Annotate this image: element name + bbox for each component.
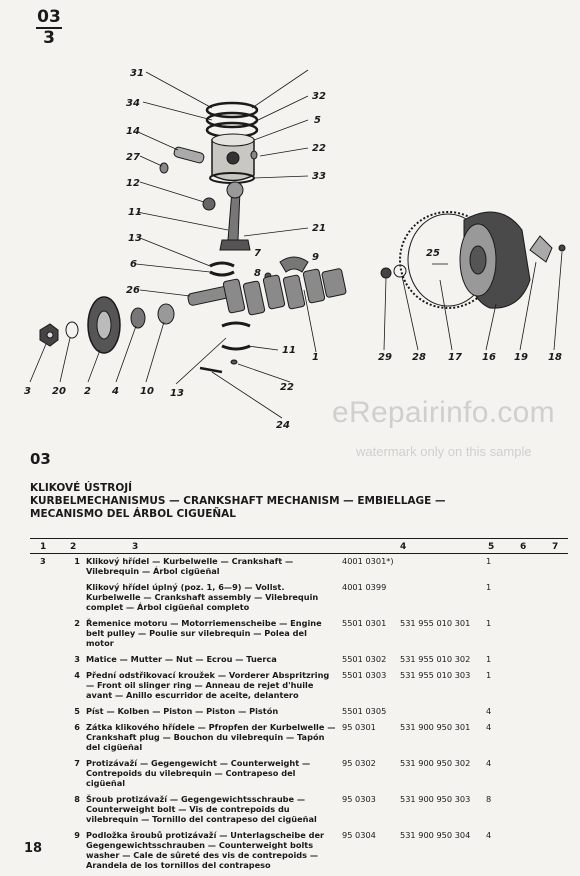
callout-label: 19 <box>514 352 528 363</box>
col-header-6: 6 <box>520 542 527 552</box>
row-quantity: 1 <box>486 654 492 664</box>
callout-label: 7 <box>254 248 261 259</box>
table-row <box>30 794 570 824</box>
table-row <box>30 556 570 576</box>
callout-label: 1 <box>312 352 319 363</box>
row-position: 4 <box>74 670 80 680</box>
row-quantity: 4 <box>486 758 492 768</box>
row-description: Přední odstřikovací kroužek — Vorderer Abspritzring — Front oil slinger ring — Anneau de rejet d'huile avant — Anillo escurridor de aceite, delantero <box>86 670 330 700</box>
title-line-cz: KLIKOVÉ ÚSTROJÍ <box>30 482 133 494</box>
row-description: Matice — Mutter — Nut — Ecrou — Tuerca <box>86 654 277 664</box>
row-part-number: 95 0301 <box>342 722 376 732</box>
row-quantity: 4 <box>486 706 492 716</box>
callout-label: 29 <box>378 352 392 363</box>
watermark-sub: watermark only on this sample <box>356 444 532 459</box>
row-description: Řemenice motoru — Motorriemenscheibe — Engine belt pulley — Poulie sur vilebrequin — Polea del motor <box>86 618 322 648</box>
row-position: 8 <box>74 794 80 804</box>
row-position: 1 <box>74 556 80 566</box>
row-part-number: 4001 0399 <box>342 582 387 592</box>
row-group: 3 <box>40 556 46 566</box>
table-row <box>30 618 570 648</box>
callout-label: 5 <box>314 115 321 126</box>
row-quantity: 8 <box>486 794 492 804</box>
row-alt-number: 531 900 950 304 <box>400 830 471 840</box>
row-description: Klikový hřídel — Kurbelwelle — Crankshaft — Vilebrequin — Árbol cigüeñal <box>86 556 294 576</box>
locking-plate <box>530 236 552 262</box>
callout-label: 12 <box>126 178 140 189</box>
row-part-number: 4001 0301*) <box>342 556 394 566</box>
callout-label: 17 <box>448 352 462 363</box>
row-quantity: 4 <box>486 830 492 840</box>
row-part-number: 95 0302 <box>342 758 376 768</box>
row-part-number: 95 0303 <box>342 794 376 804</box>
parts-table <box>30 556 570 876</box>
page-number: 18 <box>24 841 43 856</box>
callout-label: 32 <box>312 91 326 102</box>
table-row <box>30 582 570 612</box>
row-alt-number: 531 955 010 303 <box>400 670 471 680</box>
row-part-number: 95 0304 <box>342 830 376 840</box>
callout-label: 16 <box>482 352 496 363</box>
row-description: Klikový hřídel úplný (poz. 1, 6—9) — Vollst. Kurbelwelle — Crankshaft assembly — Vilebrequin complet — Árbol cigüeñal completo <box>86 582 319 612</box>
callout-label: 3 <box>24 386 31 397</box>
row-position: 5 <box>74 706 80 716</box>
row-position: 3 <box>74 654 80 664</box>
row-position: 6 <box>74 722 80 732</box>
callout-label: 14 <box>126 126 140 137</box>
callout-label: 22 <box>312 143 326 154</box>
callout-label: 8 <box>254 268 261 279</box>
callout-label: 13 <box>128 233 142 244</box>
callout-label: 9 <box>312 252 319 263</box>
section-code: 03 <box>30 450 51 468</box>
callout-label: 28 <box>412 352 426 363</box>
row-quantity: 1 <box>486 670 492 680</box>
table-top-rule <box>30 538 568 539</box>
callout-label: 11 <box>282 345 296 356</box>
callout-label: 26 <box>126 285 140 296</box>
callout-label: 10 <box>140 386 154 397</box>
row-quantity: 1 <box>486 556 492 566</box>
row-part-number: 5501 0301 <box>342 618 387 628</box>
callout-label: 20 <box>52 386 66 397</box>
col-header-2: 2 <box>70 542 77 552</box>
col-header-7: 7 <box>552 542 559 552</box>
callout-label: 31 <box>130 68 144 79</box>
callout-label: 21 <box>312 223 326 234</box>
col-header-1: 1 <box>40 542 47 552</box>
row-part-number: 5501 0305 <box>342 706 387 716</box>
row-position: 2 <box>74 618 80 628</box>
callout-label: 24 <box>276 420 290 431</box>
piston-pin <box>173 146 205 163</box>
callout-label: 18 <box>548 352 562 363</box>
callout-label: 11 <box>128 207 142 218</box>
callout-label: 2 <box>84 386 91 397</box>
callout-label: 33 <box>312 171 326 182</box>
col-header-3: 3 <box>132 542 139 552</box>
section-number-top: 03 <box>37 7 61 27</box>
table-row <box>30 830 570 870</box>
table-row <box>30 722 570 752</box>
row-position: 9 <box>74 830 80 840</box>
callout-label: 27 <box>126 152 140 163</box>
table-header-rule <box>30 553 568 554</box>
row-quantity: 1 <box>486 618 492 628</box>
row-alt-number: 531 955 010 302 <box>400 654 471 664</box>
watermark-main: eRepairinfo.com <box>332 396 555 429</box>
table-row <box>30 670 570 700</box>
row-description: Zátka klikového hřídele — Pfropfen der Kurbelwelle — Crankshaft plug — Bouchon du vilebrequin — Tapón del cigüeñal <box>86 722 336 752</box>
row-description: Protizávaží — Gegengewicht — Counterweight — Contrepoids du vilebrequin — Contrapeso del cigüeñal <box>86 758 311 788</box>
table-row <box>30 706 570 716</box>
row-position: 7 <box>74 758 80 768</box>
row-part-number: 5501 0302 <box>342 654 387 664</box>
callout-label: 22 <box>280 382 294 393</box>
row-alt-number: 531 900 950 303 <box>400 794 471 804</box>
row-alt-number: 531 900 950 301 <box>400 722 471 732</box>
section-title <box>30 482 446 521</box>
title-line-es: MECANISMO DEL ÁRBOL CIGUEÑAL <box>30 508 236 520</box>
callout-label: 13 <box>170 388 184 399</box>
callout-label: 4 <box>112 386 119 397</box>
piston-pin-hole <box>227 152 239 164</box>
row-quantity: 4 <box>486 722 492 732</box>
row-alt-number: 531 900 950 302 <box>400 758 471 768</box>
table-row <box>30 758 570 788</box>
col-header-5: 5 <box>488 542 495 552</box>
table-row <box>30 654 570 664</box>
callout-label: 25 <box>426 248 440 259</box>
row-quantity: 1 <box>486 582 492 592</box>
washer <box>66 322 78 338</box>
row-alt-number: 531 955 010 301 <box>400 618 471 628</box>
row-part-number: 5501 0303 <box>342 670 387 680</box>
callout-label: 34 <box>126 98 140 109</box>
title-line-multi: KURBELMECHANISMUS — CRANKSHAFT MECHANISM — EMBIELLAGE — <box>30 495 446 507</box>
row-description: Píst — Kolben — Piston — Piston — Pistón <box>86 706 279 716</box>
col-header-4: 4 <box>400 542 407 552</box>
row-description: Podložka šroubů protizávaží — Unterlagscheibe der Gegengewichtsschrauben — Counterweight bolts washer — Cale de sûreté des vis de contrepoids — Arandela de los tornillos del contrapeso <box>86 830 325 870</box>
section-number-bottom: 3 <box>43 28 55 48</box>
callout-label: 6 <box>130 259 137 270</box>
row-description: Šroub protizávaží — Gegengewichtsschraube — Counterweight bolt — Vis de contrepoids du vilebrequin — Tornillo del contrapeso del cigüeñal <box>86 794 317 824</box>
